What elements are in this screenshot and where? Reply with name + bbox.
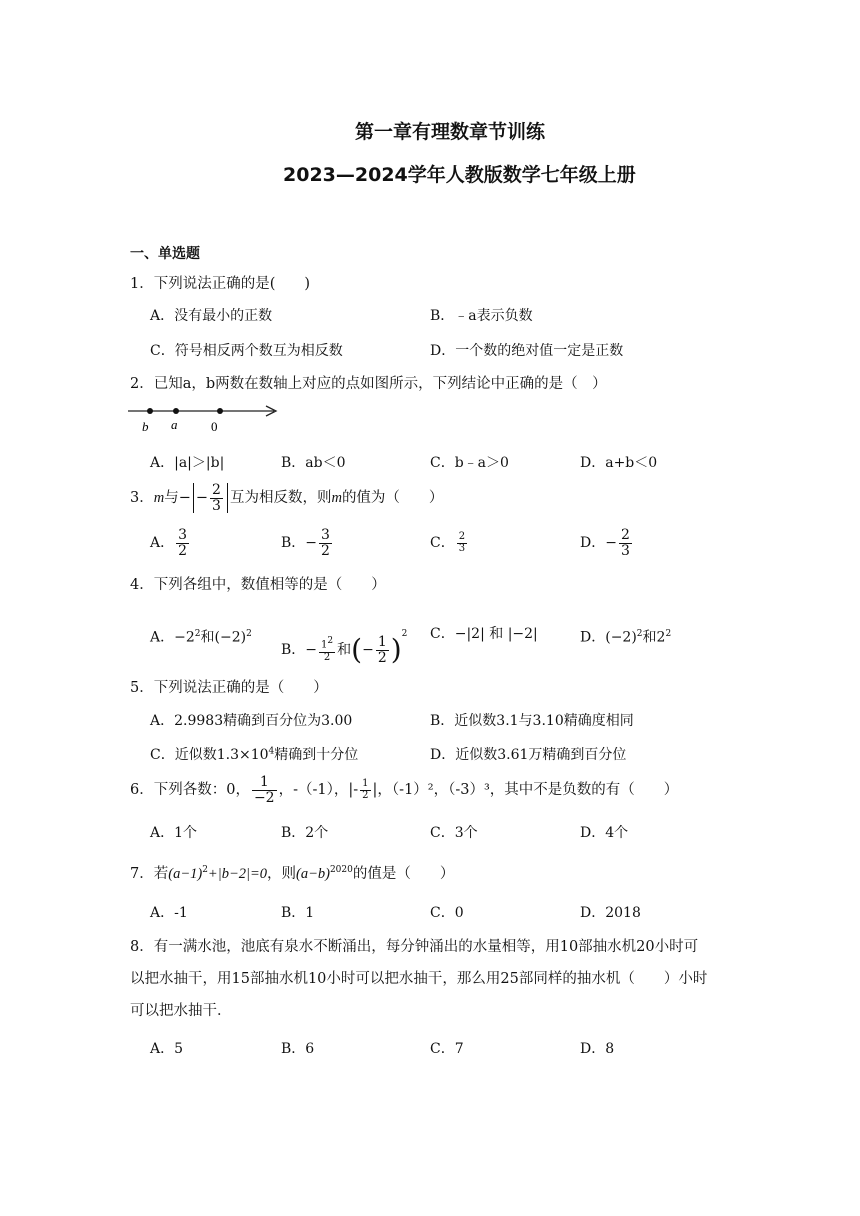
q6-post: |，（-1）²，（-3）³，其中不是负数的有（ ） [372,782,679,798]
q4-b-num [319,637,335,652]
section-heading: 一、单选题 [130,246,200,262]
q4-b-label: B． [281,642,306,658]
q3-abs-bar-right [227,483,228,513]
question-4-stem: 4．下列各组中，数值相等的是（ ） [130,577,386,593]
q6-option-d: D．4个 [580,825,629,841]
q4-d-expr1: (−2) [605,629,637,646]
question-8-line-1: 8．有一满水池，池底有泉水不断涌出，每分钟涌出的水量相等，用10部抽水机20小时可 [130,939,699,955]
q8-option-a: A．5 [150,1041,184,1057]
q5-c-exp: 4 [268,746,275,757]
q7-exp1: 2 [202,865,208,876]
q4-c-expr: −|2| 和 |−2| [454,626,538,642]
q3-text-tail: 的值为（ ） [341,490,444,506]
q4-b-exp: 2 [401,629,408,639]
q6-pre: 6．下列各数：0， [130,782,250,798]
q4-d-exp2: 2 [665,629,672,639]
point-zero [217,408,223,414]
q3-a-fraction [176,528,189,558]
q5-option-b: B．近似数3.1与3.10精确度相同 [430,713,634,729]
q3-text-mid: 互为相反数，则 [229,490,332,506]
q6-fraction-2 [360,779,370,801]
q3-d-num: 2 [620,527,630,543]
q3-var-m: m [153,490,165,506]
q7-option-a: A．-1 [150,905,188,921]
q7-option-b: B．1 [281,905,315,921]
q4-b-fraction [319,637,335,662]
q4-option-c [430,614,538,654]
q3-b-label: B． [281,535,306,551]
q6-f2-num: 1 [362,778,369,789]
q4-d-and: 和 [642,629,657,646]
q3-option-d [580,526,634,560]
q8-option-c: C．7 [430,1041,464,1057]
q1-option-a: A．没有最小的正数 [150,308,273,324]
q6-option-a: A．1个 [150,825,198,841]
q3-d-label: D． [580,535,606,551]
q3-a-label: A． [150,535,175,551]
q4-b-minus2: − [362,642,374,658]
q4-a-expr2: (−2) [214,629,247,646]
q7-expr2: (a−b) [296,866,330,882]
question-8-line-2: 以把水抽干，用15部抽水机10小时可以把水抽干，那么用25部同样的抽水机（ ）小时 [130,971,708,987]
q7-pre: 7．若 [130,866,169,882]
q3-frac-den: 3 [212,498,221,514]
q4-b-minus: − [305,642,318,658]
axis-label-b: b [142,419,149,434]
q7-post: 的值是（ ） [352,866,455,882]
q3-a-num: 3 [178,527,188,543]
q2-option-a: A．|a|＞|b| [150,455,225,471]
q4-b-in-num: 1 [377,634,387,650]
q4-b-paren-left: ( [351,633,363,666]
q4-d-exp1: 2 [636,629,643,639]
q6-f1-num: 1 [252,775,277,791]
q4-b-paren-right: ) [390,633,402,666]
q4-a-and: 和 [200,629,215,646]
q4-a-label: A． [150,629,175,646]
q3-frac-num: 2 [212,482,221,498]
question-7-stem [130,862,454,883]
q6-fraction-1 [252,775,277,805]
q3-option-c [430,526,469,560]
q3-c-label: C． [430,535,455,551]
q6-mid: ，-（-1），|- [278,782,359,798]
q4-b-den: 2 [323,651,331,663]
q3-b-num: 3 [321,527,330,543]
q6-f2-den: 2 [362,790,369,801]
q5-option-c [150,744,358,764]
q3-b-sign: − [305,535,318,551]
q3-abs-bar-left [193,483,194,513]
q3-number: 3． [130,490,154,506]
q7-mid: ，则 [267,866,296,882]
q4-a-expr1: −2 [174,629,195,646]
q3-c-fraction [457,532,467,554]
point-b [147,408,153,414]
q7-expr1: (a−1) [168,866,203,882]
q8-option-b: B．6 [281,1041,315,1057]
q3-c-num: 2 [458,531,466,542]
q4-c-label: C． [430,626,455,642]
q4-b-num-exp: 2 [327,636,334,647]
question-1-stem: 1．下列说法正确的是( ) [130,276,311,292]
q4-a-exp2: 2 [246,629,252,639]
q5-c-pre: C．近似数1.3×10 [150,747,269,763]
number-line-figure [126,400,286,434]
question-5-stem: 5．下列说法正确的是（ ） [130,680,328,696]
q5-option-a: A．2.9983精确到百分位为3.00 [150,713,353,729]
q7-option-c: C．0 [430,905,464,921]
q3-a-den: 2 [178,543,188,559]
q8-option-d: D．8 [580,1041,615,1057]
q3-var-m2: m [331,490,342,506]
question-3-stem [130,481,443,515]
q4-d-expr2: 2 [656,629,666,646]
q5-c-post: 精确到十分位 [274,747,359,763]
question-2-stem: 2．已知a，b两数在数轴上对应的点如图所示，下列结论中正确的是（ ） [130,376,607,392]
q6-f1-den: −2 [253,790,275,806]
q4-b-num-text: 1 [321,639,328,651]
q4-option-d [580,614,671,658]
q1-option-d: D．一个数的绝对值一定是正数 [430,343,624,359]
q3-d-sign: − [605,535,617,551]
q5-option-d: D．近似数3.61万精确到百分位 [430,747,627,763]
page-title: 第一章有理数章节训练 [355,121,546,143]
q3-option-a [150,526,191,560]
axis-label-zero: 0 [211,419,218,434]
q3-option-b [281,526,334,560]
q4-d-label: D． [580,629,606,646]
q3-fraction [210,483,223,513]
q4-b-and: 和 [337,642,352,658]
question-8-line-3: 可以把水抽干． [130,1003,232,1019]
q3-minus: − [178,490,191,506]
q1-option-c: C．符号相反两个数互为相反数 [150,343,343,359]
q7-exp2: 2020 [329,865,353,876]
q2-option-d: D．a+b＜0 [580,455,658,471]
question-6-stem [130,772,678,808]
q4-a-exp1: 2 [194,629,201,639]
q1-option-b: B．﹣a表示负数 [430,308,533,324]
q4-b-fraction2 [376,635,389,665]
q4-option-b [281,614,407,670]
q2-option-c: C．b﹣a＞0 [430,455,509,471]
q3-d-fraction [619,528,632,558]
q3-c-den: 3 [458,543,466,554]
q3-text-yu: 与 [164,490,179,506]
q6-option-c: C．3个 [430,825,478,841]
page-subtitle: 2023—2024学年人教版数学七年级上册 [283,164,636,186]
axis-label-a: a [171,417,178,432]
q3-b-den: 2 [321,543,330,559]
q4-option-a [150,614,252,658]
q3-d-den: 3 [620,543,630,559]
q7-expr1b: +|b−2|=0 [207,866,267,882]
q6-option-b: B．2个 [281,825,329,841]
q3-minus-inner: − [195,490,209,506]
q4-b-in-den: 2 [377,650,387,666]
q7-option-d: D．2018 [580,905,641,921]
point-a [173,408,179,414]
q3-b-fraction [319,528,332,558]
q2-option-b: B．ab＜0 [281,455,346,471]
